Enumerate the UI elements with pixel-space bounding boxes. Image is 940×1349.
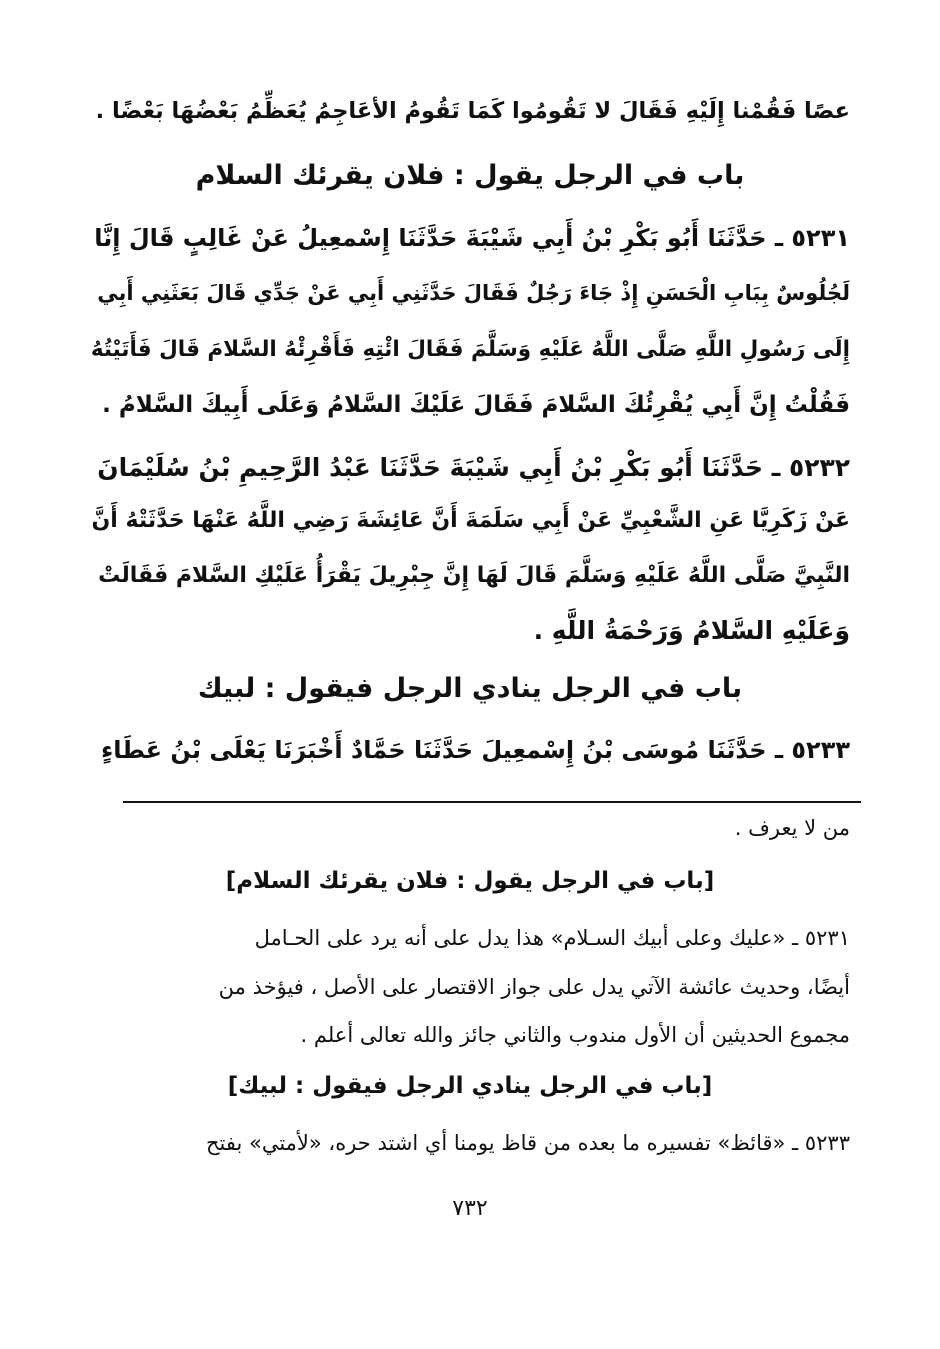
page-number: ٧٣٢ [452, 1196, 488, 1221]
footnote-heading: [باب في الرجل يقول : فلان يقرئك السلام] [225, 868, 715, 894]
footnote-divider [123, 801, 861, 803]
hadith-5232-line: النَّبِيَّ صَلَّى اللَّهُ عَلَيْهِ وَسَلَّمَ قَالَ لَهَا إِنَّ جِبْرِيلَ يَقْرَأُ عَلَيْكِ السَّلامَ فَقَالَتْ [98, 563, 850, 588]
footnote-5231-line: ٥٢٣١ ـ «عليك وعلى أبيك السـلام» هذا يدل على أنه يرد على الحـامل [254, 926, 850, 950]
hadith-5233-line: ٥٢٣٣ ـ حَدَّثَنَا مُوسَى بْنُ إِسْمعِيلَ حَدَّثَنَا حَمَّادٌ أَخْبَرَنَا يَعْلَى بْنُ عَطَاءٍ [100, 736, 850, 764]
hadith-5231-line: إِلَى رَسُولِ اللَّهِ صَلَّى اللَّهُ عَلَيْهِ وَسَلَّمَ فَقَالَ ائْتِهِ فَأَقْرِئْهُ السَّلامَ قَالَ فَأَتَيْتُهُ [90, 337, 850, 362]
main-text-line: عصًا فَقُمْنا إِلَيْهِ فَقَالَ لا تَقُومُوا كَمَا تَقُومُ الأعَاجِمُ يُعَظِّمُ بَعْضُهَا بَعْضًا . [95, 98, 850, 124]
footnote-5231-line: أيضًا، وحديث عائشة الآتي يدل على جواز الاقتصار على الأصل ، فيؤخذ من [218, 975, 850, 999]
footnote-line: من لا يعرف . [734, 816, 850, 840]
footnote-5231-line: مجموع الحديثين أن الأول مندوب والثاني جائز والله تعالى أعلم . [300, 1023, 850, 1047]
hadith-5231-line: فَقُلْتُ إِنَّ أَبِي يُقْرِئُكَ السَّلامَ فَقَالَ عَلَيْكَ السَّلامُ وَعَلَى أَبِيكَ السَّلامُ . [102, 392, 850, 418]
hadith-5232-line: ٥٢٣٢ ـ حَدَّثَنَا أَبُو بَكْرِ بْنُ أَبِي شَيْبَةَ حَدَّثَنَا عَبْدُ الرَّحِيمِ بْنُ سُلَيْمَانَ [97, 453, 850, 482]
footnote-5233-line: ٥٢٣٣ ـ «قائظ» تفسيره ما بعده من قاظ يومنا أي اشتد حره، «لأمتي» بفتح [205, 1131, 850, 1155]
hadith-5231-line: لَجُلُوسٌ بِبَابِ الْحَسَنِ إِذْ جَاءَ رَجُلٌ فَقَالَ حَدَّثَنِي أَبِي عَنْ جَدِّي قَالَ بَعَثَنِي أَبِي [97, 281, 850, 305]
hadith-5231-line: ٥٢٣١ ـ حَدَّثَنَا أَبُو بَكْرِ بْنُ أَبِي شَيْبَةَ حَدَّثَنَا إِسْمعِيلُ عَنْ غَالِبٍ قَالَ إِنَّا [94, 224, 850, 252]
hadith-5232-line: عَنْ زَكَرِيَّا عَنِ الشَّعْبِيِّ عَنْ أَبِي سَلَمَةَ أَنَّ عَائِشَةَ رَضِي اللَّهُ عَنْهَا حَدَّثَتْهُ أَنَّ [91, 508, 850, 533]
hadith-5232-line: وَعَلَيْهِ السَّلامُ وَرَحْمَةُ اللَّهِ . [533, 616, 850, 645]
footnote-heading: [باب في الرجل ينادي الرجل فيقول : لبيك] [227, 1073, 713, 1099]
chapter-heading: باب في الرجل يقول : فلان يقرئك السلام [195, 160, 745, 191]
chapter-heading: باب في الرجل ينادي الرجل فيقول : لبيك [197, 673, 743, 704]
